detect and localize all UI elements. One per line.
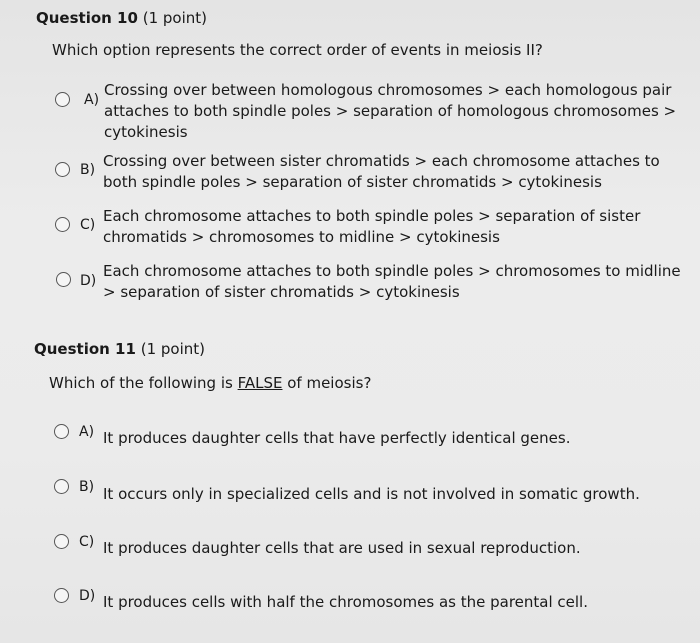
emphasis-false: FALSE: [237, 374, 283, 392]
question-number: Question 10: [36, 9, 138, 27]
question-11-header: [34, 340, 205, 358]
option-letter: D): [80, 273, 97, 289]
prompt-text: of meiosis?: [282, 374, 372, 392]
question-points: (1 point): [142, 9, 207, 27]
question-11-prompt: [49, 374, 371, 392]
radio-button[interactable]: [55, 217, 70, 232]
option-letter: A): [84, 92, 100, 108]
radio-button[interactable]: [56, 272, 71, 287]
radio-button[interactable]: [54, 479, 69, 494]
question-10-prompt: Which option represents the correct order of events in meiosis II?: [52, 41, 543, 59]
option-text: It produces daughter cells that are used in sexual reproduction.: [103, 539, 581, 557]
option-text: Each chromosome attaches to both spindle poles > separation of sister chromatids > chromosomes to midline > cytokinesis: [103, 207, 641, 246]
radio-button[interactable]: [54, 588, 69, 603]
option-text: It produces daughter cells that have perfectly identical genes.: [103, 429, 571, 447]
option-text: Crossing over between homologous chromosomes > each homologous pair attaches to both spindle poles > separation of homologous chromosomes > cytokinesis: [104, 81, 677, 141]
option-text: Each chromosome attaches to both spindle poles > chromosomes to midline > separation of sister chromatids > cytokinesis: [103, 262, 681, 301]
question-number: Question 11: [34, 340, 136, 358]
option-text: Crossing over between sister chromatids > each chromosome attaches to both spindle poles > separation of sister chromatids > cytokinesis: [103, 152, 660, 191]
prompt-text: Which of the following is: [49, 374, 238, 392]
question-10-header: [36, 9, 207, 27]
option-letter: B): [79, 479, 95, 495]
option-text: It produces cells with half the chromosomes as the parental cell.: [103, 593, 588, 611]
question-points: (1 point): [140, 340, 205, 358]
option-letter: C): [80, 217, 96, 233]
radio-button[interactable]: [54, 424, 69, 439]
radio-button[interactable]: [55, 162, 70, 177]
radio-button[interactable]: [55, 92, 70, 107]
option-letter: C): [79, 534, 95, 550]
option-text: It occurs only in specialized cells and is not involved in somatic growth.: [103, 485, 640, 503]
option-letter: D): [79, 588, 96, 604]
option-letter: B): [80, 162, 96, 178]
radio-button[interactable]: [54, 534, 69, 549]
option-letter: A): [79, 424, 95, 440]
